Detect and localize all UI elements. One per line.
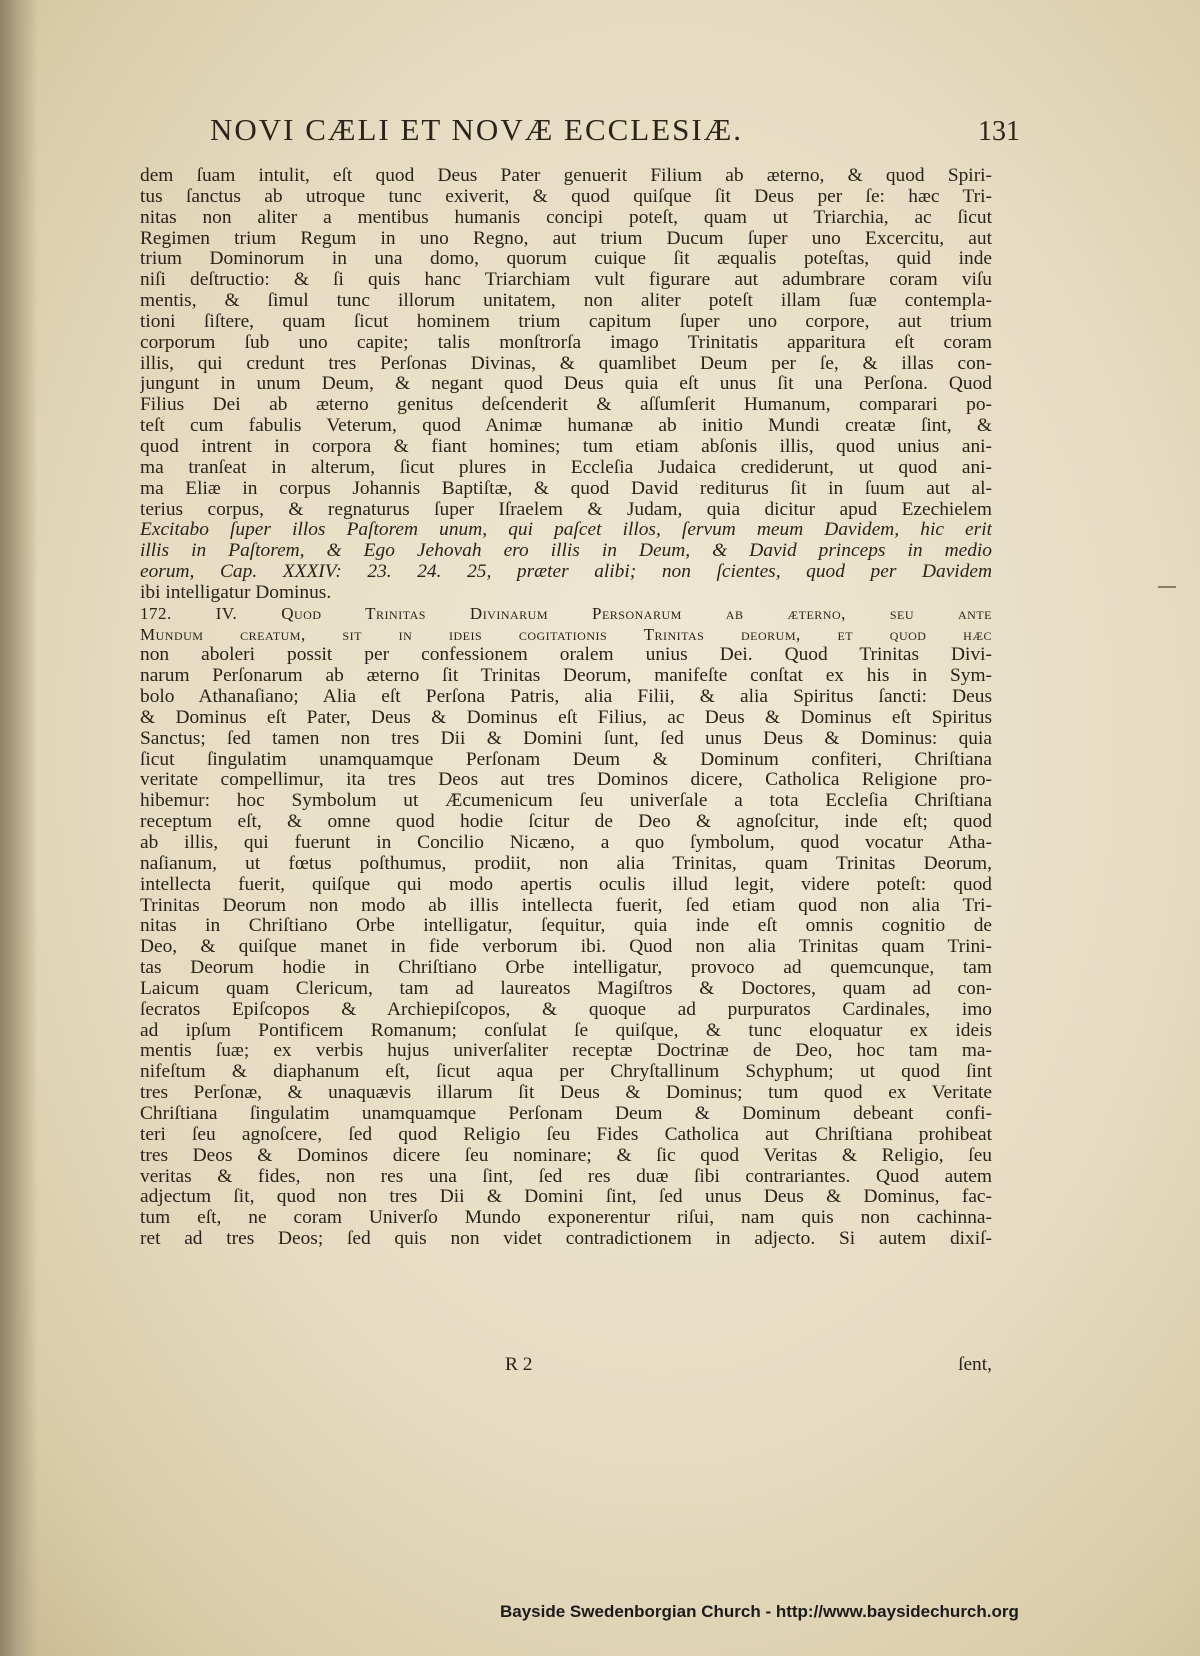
- text-line: Deo, & quiſque manet in fide verborum ibi. Quod non alia Trinitas quam Trini-: [140, 937, 992, 958]
- text-line: Sanctus; ſed tamen non tres Dii & Domini ſunt, ſed unus Deus & Dominus: quia: [140, 728, 992, 749]
- text-line: hibemur: hoc Symbolum ut Æcumenicum ſeu univerſale a tota Eccleſia Chriſtiana: [140, 791, 992, 812]
- text-line: ret ad tres Deos; ſed quis non videt contradictionem in adjecto. Si autem dixiſ-: [140, 1229, 992, 1250]
- text-line: tioni ſiſtere, quam ſicut hominem trium capitum ſuper uno corpore, aut trium: [140, 311, 992, 332]
- text-line: receptum eſt, & omne quod hodie ſcitur de Deo & agnoſcitur, inde eſt; quod: [140, 812, 992, 833]
- body-text: [140, 166, 992, 1250]
- text-line: trium Dominorum in una domo, quorum cuique ſit æqualis poteſtas, quid inde: [140, 249, 992, 270]
- text-line: mentis, & ſimul tunc illorum unitatem, non aliter poteſt illam ſuæ contempla-: [140, 291, 992, 312]
- text-line: dem ſuam intulit, eſt quod Deus Pater genuerit Filium ab æterno, & quod Spiri-: [140, 166, 992, 186]
- text-line: narum Perſonarum ab æterno ſit Trinitas Deorum, manifeſte conſtat ex his in Sym-: [140, 666, 992, 687]
- text-line: Trinitas Deorum non modo ab illis intellecta fuerit, ſed etiam quod non alia Tri-: [140, 895, 992, 916]
- text-line: tres Perſonæ, & unaquævis illarum ſit Deus & Dominus; tum quod ex Veritate: [140, 1083, 992, 1104]
- text-line: tum eſt, ne coram Univerſo Mundo exponerentur riſui, nam quis non cachinna-: [140, 1208, 992, 1229]
- text-line: Regimen trium Regum in uno Regno, aut trium Ducum ſuper uno Excercitu, aut: [140, 228, 992, 249]
- text-line: illis, qui credunt tres Perſonas Divinas, & quamlibet Deum per ſe, & illas con-: [140, 353, 992, 374]
- text-line: niſi deſtructio: & ſi quis hanc Triarchiam vult figurare aut adumbrare coram viſu: [140, 270, 992, 291]
- text-line: ab illis, qui fuerunt in Concilio Nicæno, a quo ſymbolum, quod vocatur Atha-: [140, 833, 992, 853]
- text-line: corporum ſub uno capite; talis monſtrorſa imago Trinitatis apparitura eſt coram: [140, 332, 992, 353]
- text-line: ad ipſum Pontificem Romanum; conſulat ſe quiſque, & tunc eloquatur ex ideis: [140, 1020, 992, 1041]
- text-line: naſianum, ut fœtus poſthumus, prodiit, non alia Trinitas, quam Trinitas Deorum,: [140, 853, 992, 874]
- text-line: ma Eliæ in corpus Johannis Baptiſtæ, & quod David rediturus ſit in ſuum aut al-: [140, 478, 992, 499]
- text-line: ſecratos Epiſcopos & Archiepiſcopos, & quoque ad purpuratos Cardinales, imo: [140, 999, 992, 1020]
- text-line: veritas & fides, non res una ſint, ſed res duæ ſibi contrariantes. Quod autem: [140, 1166, 992, 1187]
- text-line: veritate compellimur, ita tres Deos aut tres Dominos dicere, Catholica Religione pro-: [140, 770, 992, 791]
- running-title: NOVI CÆLI ET NOVÆ ECCLESIÆ.: [210, 112, 744, 147]
- text-line: & Dominus eſt Pater, Deus & Dominus eſt Filius, ac Deus & Dominus eſt Spiritus: [140, 707, 992, 728]
- text-line: adjectum ſit, quod non tres Dii & Domini ſint, ſed unus Deus & Dominus, fac-: [140, 1187, 992, 1208]
- signature-mark: R 2: [505, 1354, 533, 1375]
- text-line: nitas non aliter a mentibus humanis concipi poteſt, quam ut Triarchia, ac ſicut: [140, 207, 992, 228]
- text-line: ibi intelligatur Dominus.: [140, 582, 332, 603]
- text-line: Mundum creatum, sit in ideis cogitationis Trinitas deorum, et quod hæc: [140, 624, 992, 644]
- text-line: 172. IV. Quod Trinitas Divinarum Perſonarum ab æterno, seu ante: [140, 603, 992, 623]
- text-line: Excitabo ſuper illos Paſtorem unum, qui paſcet illos, ſervum meum Davidem, hic erit: [140, 520, 992, 541]
- page-gutter-shadow: [0, 0, 38, 1656]
- catchword: ſent,: [958, 1354, 992, 1375]
- text-line: tas Deorum hodie in Chriſtiano Orbe intelligatur, provoco ad quemcunque, tam: [140, 958, 992, 979]
- text-line: nifeſtum & diaphanum eſt, ſicut aqua per Chryſtallinum Schyphum; ut quod ſint: [140, 1062, 992, 1083]
- page-footer: [140, 1354, 992, 1380]
- text-line: tus ſanctus ab utroque tunc exiverit, & quod quiſque ſit Deus per ſe: hæc Tri-: [140, 186, 992, 207]
- text-line: Chriſtiana ſingulatim unamquamque Perſonam Deum & Dominum debeant confi-: [140, 1103, 992, 1124]
- text-line: illis in Paſtorem, & Ego Jehovah ero illis in Deum, & David princeps in medio: [140, 541, 992, 562]
- text-line: ma tranſeat in alterum, ſicut plures in Eccleſia Judaica crediderunt, ut quod ani-: [140, 457, 992, 478]
- page-header: [150, 112, 1020, 160]
- text-line: intellecta fuerit, quiſque qui modo apertis oculis illud legit, videre poteſt: quod: [140, 874, 992, 895]
- text-line: Laicum quam Clericum, tam ad laureatos Magiſtros & Doctores, quam ad con-: [140, 978, 992, 999]
- text-line: eorum, Cap. XXXIV: 23. 24. 25, præter alibi; non ſcientes, quod per Davidem: [140, 562, 992, 583]
- margin-mark: [1158, 586, 1176, 588]
- text-line: non aboleri possit per confessionem oralem unius Dei. Quod Trinitas Divi-: [140, 645, 992, 666]
- text-line: tres Deos & Dominos dicere ſeu nominare; & ſic quod Veritas & Religio, ſeu: [140, 1145, 992, 1166]
- text-line: mentis ſuæ; ex verbis hujus univerſaliter receptæ Doctrinæ de Deo, hoc tam ma-: [140, 1041, 992, 1062]
- text-line: Filius Dei ab æterno genitus deſcenderit & aſſumſerit Humanum, comparari po-: [140, 395, 992, 416]
- text-line: ſicut ſingulatim unamquamque Perſonam Deum & Dominum confiteri, Chriſtiana: [140, 749, 992, 770]
- text-line: jungunt in unum Deum, & negant quod Deus quia eſt unus ſit una Perſona. Quod: [140, 374, 992, 395]
- page-number: 131: [978, 116, 1020, 147]
- text-line: bolo Athanaſiano; Alia eſt Perſona Patris, alia Filii, & alia Spiritus ſancti: Deus: [140, 687, 992, 708]
- text-line: teſt cum fabulis Veterum, quod Animæ humanæ ab initio Mundi creatæ ſint, &: [140, 416, 992, 437]
- source-watermark: Bayside Swedenborgian Church - http://www.baysidechurch.org: [500, 1602, 1019, 1621]
- text-line: quod intrent in corpora & fiant homines; tum etiam abſonis illis, quod unius ani-: [140, 436, 992, 457]
- text-line: nitas in Chriſtiano Orbe intelligatur, ſequitur, quia inde eſt omnis cognitio de: [140, 916, 992, 937]
- text-line: teri ſeu agnoſcere, ſed quod Religio ſeu Fides Catholica aut Chriſtiana prohibeat: [140, 1124, 992, 1145]
- text-line: terius corpus, & regnaturus ſuper Iſraelem & Judam, quia dicitur apud Ezechielem: [140, 499, 992, 520]
